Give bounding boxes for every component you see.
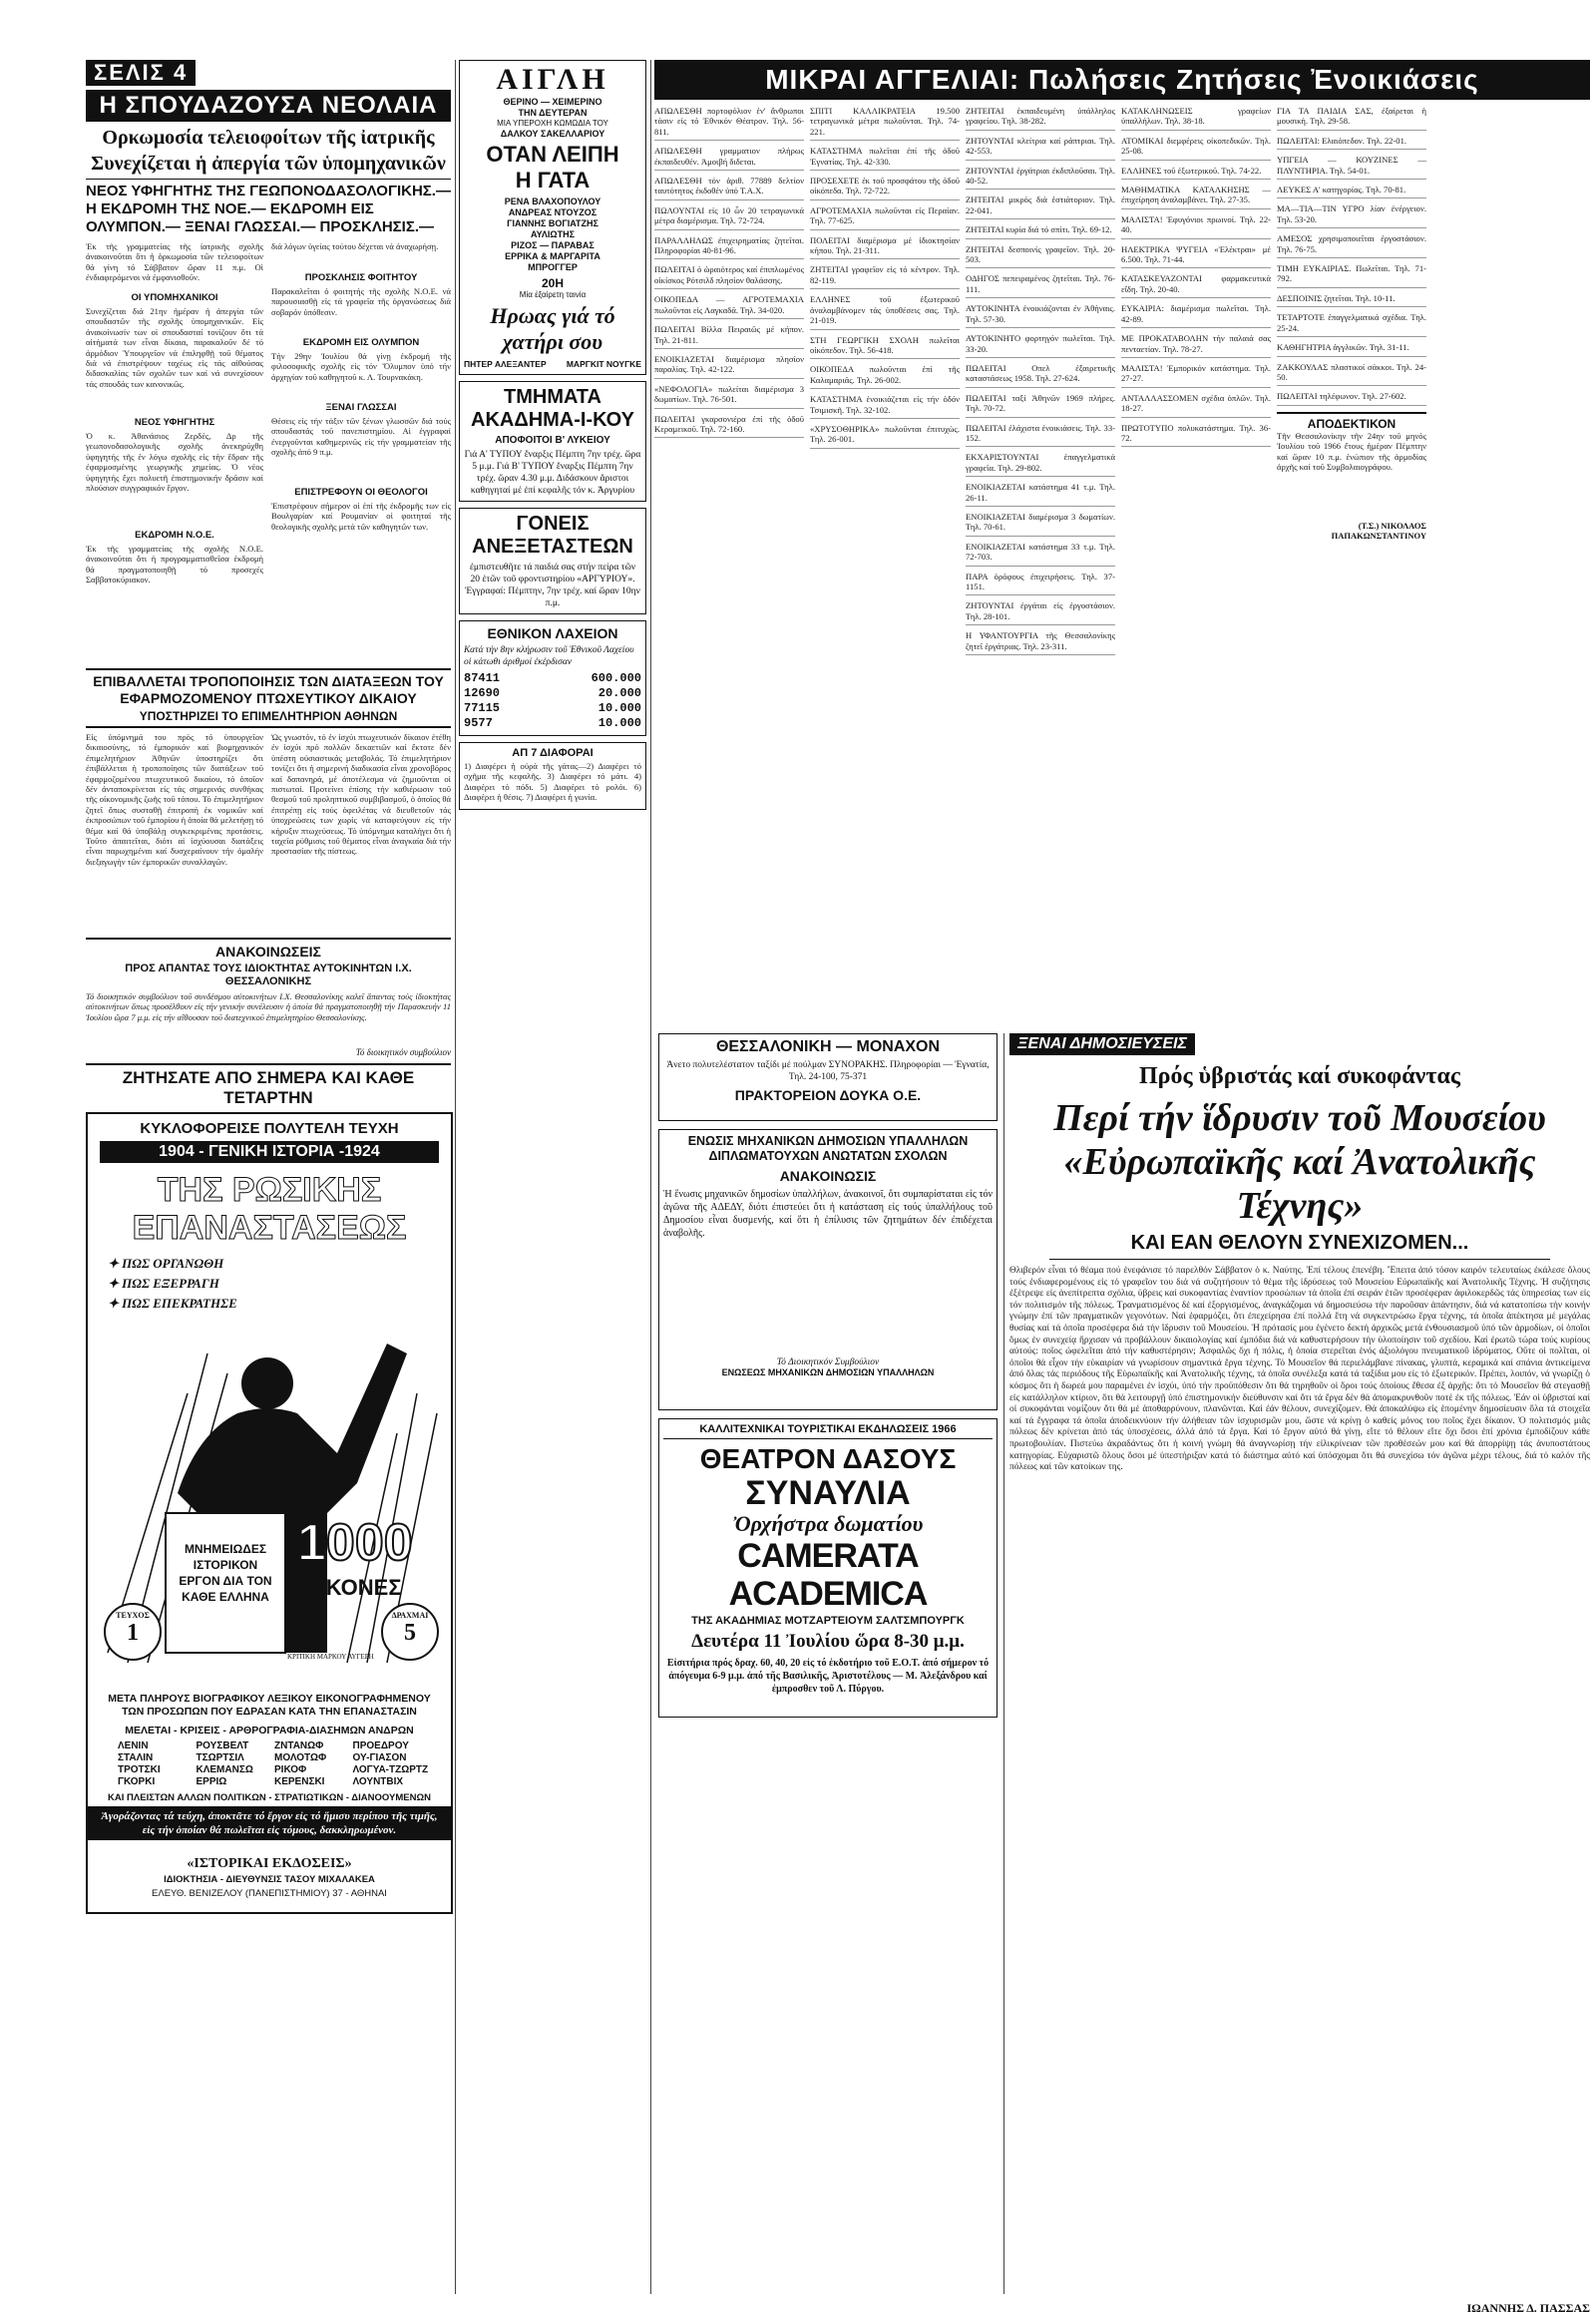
ad-buy-text: Ἀγοράζοντας τά τεύχη, ἀποκτᾶτε τό ἔργον εἰς τό ἥμισυ περίπου τῆς τιμῆς, εἰς τήν ὁποίαν θά πωλεῖται εἰς τόμους, δακκληρωμένον. <box>88 1806 451 1840</box>
classified-ad: ΑΠΩΛΕΣΘΗ γραμματιον πλήρως ἐκπαιδευθέν. Ἀμοιβή διδεται. <box>654 146 804 171</box>
classified-ad: ΖΗΤΕΙΤΑΙ μικρός διά ἑστιάτοριον. Τηλ. 22-041. <box>966 194 1115 219</box>
left-column <box>86 60 451 2294</box>
classified-ad: ΠΑΡΑΛΛΗΛΩΣ ἐπιχειρηματίας ζητεῖται. Πληροφορίαι 40-81-96. <box>654 235 804 260</box>
classified-ad: ΣΤΗ ΓΕΩΡΓΙΚΗ ΣΧΟΛΗ πωλεῖται οἰκόπεδον. Τηλ. 56-418. <box>810 335 960 360</box>
national-lottery-box <box>459 620 646 736</box>
classified-ad: ΑΥΤΟΚΙΝΗΤΟ φορτηγόν πωλεῖται. Τηλ. 33-20. <box>966 333 1115 358</box>
section-body-right <box>271 241 451 662</box>
bankruptcy-article-body <box>86 732 451 932</box>
aigli-title: ΑΙΓΛΗ <box>496 63 609 96</box>
subhead-theologians: ΕΠΙΣΤΡΕΦΟΥΝ ΟΙ ΘΕΟΛΟΓΟΙ <box>294 487 428 498</box>
ad-bullets <box>108 1254 237 1314</box>
ad-bullet: ✦ ΠΩΣ ΕΞΕΡΡΑΓΗ <box>108 1276 219 1291</box>
union-subtitle: ΑΝΑΚΟΙΝΩΣΙΣ <box>779 1168 877 1184</box>
classified-ad: ΟΙΚΟΠΕΔΑ πωλοῦνται ἐπί τῆς Καλαμαριᾶς. Τηλ. 26-002. <box>810 364 960 389</box>
apodektikon-signature: (Τ.Σ.) ΝΙΚΟΛΑΟΣ ΠΑΠΑΚΩΝΣΤΑΝΤΙΝΟΥ <box>1331 520 1426 541</box>
classified-ad: ΕΝΟΙΚΙΑΖΕΤΑΙ διαμέρισμα πλησίον παραλίας. Τηλ. 42-122. <box>654 354 804 379</box>
classified-ad: ΖΗΤΕΙΤΑΙ δεσποινίς γραφεῖον. Τηλ. 20-503. <box>966 244 1115 269</box>
russian-revolution-ad <box>86 1112 453 1914</box>
classified-ad: ΔΕΣΠΟΙΝΙΣ ζητεῖται. Τηλ. 10-11. <box>1277 293 1426 307</box>
classified-ad: Η ΥΦΑΝΤΟΥΡΓΙΑ τῆς Θεσσαλονίκης ζητεῖ ἐργάτριας. Τηλ. 23-311. <box>966 630 1115 655</box>
aigli-line: ΘΕΡΙΝΟ — ΧΕΙΜΕΡΙΝΟ <box>503 97 602 107</box>
classified-ad: ΟΔΗΓΟΣ πεπειραμένος ζητεῖται. Τηλ. 76-111. <box>966 273 1115 298</box>
aigli-note: Μία ἐξαίρετη ταινία <box>519 290 587 299</box>
section-paragraph: Παρακαλεῖται ὁ φοιτητής τῆς σχολῆς Ν.Ο.Ε. νά παρουσιασθῇ εἰς τά γραφεῖα τῆς ὀργανώσεως διά σοβαρόν ὑπόθεσιν. <box>271 286 451 317</box>
classifieds-column <box>1277 106 1426 406</box>
column-divider <box>455 60 456 2294</box>
union-body: Ἡ ἕνωσις μηχανικῶν δημοσίων ὑπαλλήλων, ἀνακοινοῖ, ὅτι συμπαρίσταται εἰς τόν ἀγῶνα τῆς ΑΔΕΔΥ, διότι ἐπιστεύει ὅτι ἡ κατάσταση εἰς τούς ὑπαλλήλους τοῦ Δημοσίου εἶναι δυσμενής, καί ὅτι ἡ ἐπίλυσις τῶν ζητημάτων δέν ἐπιδέχεται ἀναβολῆς. <box>663 1189 993 1239</box>
akadimaikou-body: Γιά Α' ΤΥΠΟΥ ἔναρξις Πέμπτη 7ην τρέχ. ὥρα 5 μ.μ. Γιά Β' ΤΥΠΟΥ ἔναρξις Πέμπτη 7ην τρέχ. ὥραν 4.30 μ.μ. Διδάσκουν ἄριστοι καθηγηταί μέ ἐπί κεφαλῆς τόν κ. Ἀργυρίου <box>464 450 641 496</box>
classified-ad: ΑΠΩΛΕΣΘΗ πορτοφόλιον ἐν' ἄνθρωποι τάσιν εἰς τό Ἐθνικόν Θέατρον. Τηλ. 56-811. <box>654 106 804 141</box>
ad-book-cover-text: ΜΝΗΜΕΙΩΔΕΣ ΙΣΤΟΡΙΚΟΝ ΕΡΓΟΝ ΔΙΑ ΤΟΝ ΚΑΘΕ ΕΛΛΗΝΑ <box>179 1542 272 1604</box>
page-header <box>86 60 451 86</box>
article-pre-title: Πρός ὑβριστάς καί συκοφάντας <box>1139 1063 1460 1089</box>
classified-ad: ΜΕ ΠΡΟΚΑΤΑΒΟΛΗΝ τήν παλαιά σας πενταετίαν. Τηλ. 78-27. <box>1121 333 1271 358</box>
aigli-time: 20Η <box>541 276 564 290</box>
classified-ad: ΠΟΛΕΙΤΑΙ διαμέρισμα μέ ἰδιοκτησίαν κήπου. Τηλ. 21-311. <box>810 235 960 260</box>
classified-ad: ΠΩΛΕΙΤΑΙ ἐλάχιστα ἐνοικιάσεις. Τηλ. 33-152. <box>966 423 1115 448</box>
goneis-ad <box>459 508 646 614</box>
ad-bullet: ✦ ΠΩΣ ΕΠΕΚΡΑΤΗΣΕ <box>108 1296 237 1311</box>
classified-ad: ΕΛΛΗΝΕΣ τοῦ ἐξωτερικοῦ. Τηλ. 74-22. <box>1121 166 1271 180</box>
ad-years-banner: 1904 - ΓΕΝΙΚΗ ΙΣΤΟΡΙΑ -1924 <box>100 1141 439 1163</box>
classified-ad: ΚΑΤΑΣΤΗΜΑ πωλεῖται ἐπί τῆς ὁδοῦ Ἐγνατίας. Τηλ. 42-330. <box>810 146 960 171</box>
section-paragraph: Ἐπιστρέφουν σήμερον οἱ ἐπί τῆς ἐκδρομῆς των εἰς Βουλγαρίαν καί Ρουμανίαν οἱ φοιτηταί τῆς θεολογικῆς σχολῆς μετά τῶν καθηγητῶν των. <box>271 501 451 532</box>
apodektikon-box <box>1277 412 1426 541</box>
classified-ad: ΥΠΓΕΙΑ — ΚΟΥΖΙΝΕΣ — ΠΛΥΝΤΗΡΙΑ. Τηλ. 54-01. <box>1277 155 1426 180</box>
ad-title-line1: ΤΗΣ ΡΩΣΙΚΗΣ <box>157 1171 382 1209</box>
classified-ad: ΕΝΟΙΚΙΑΖΕΤΑΙ διαμέρισμα 3 δωματίων. Τηλ. 70-61. <box>966 512 1115 537</box>
differences-title: ΑΠ 7 ΔΙΑΦΟΡΑΙ <box>512 747 594 759</box>
classifieds-column <box>654 106 804 1023</box>
classified-ad: ΑΤΟΜΙΚΑΙ διεμφέρεις οἰκοπεδικῶν. Τηλ. 25-08. <box>1121 136 1271 161</box>
differences-body: 1) Διαφέρει ἡ οὐρά τῆς γάτας—2) Διαφέρει τό σχῆμα τῆς κεφαλῆς. 3) Διαφέρει τό μάτι. 4) Διαφέρει τό πόδι. 5) Διαφέρει τό ρολόι. 6) Διαφέρει ἡ θέσις. 7) Διαφέρει ἡ γωνία. <box>464 761 641 803</box>
classified-ad: ΠΩΛΕΙΤΑΙ ὁ ὡραιότερος καί ἐπιπλωμένος οἰκίσκος Ρότσιλδ πλησίον θαλάσσης. <box>654 264 804 289</box>
union-signature: Τό Διοικητικόν Συμβούλιον <box>776 1357 880 1367</box>
aigli-show-line1: ΟΤΑΝ ΛΕΙΠΗ <box>486 142 619 167</box>
classified-ad: ΖΑΚΚΟΥΛΑΣ πλαστικοί σάκκοι. Τηλ. 24-50. <box>1277 362 1426 387</box>
thessaloniki-munich-ad <box>658 1033 998 1121</box>
ad-price-badge: ΔΡΑΧΜΑΙ 5 <box>381 1603 439 1661</box>
concert-tickets: Εἰσιτήρια πρός δραχ. 60, 40, 20 εἰς τό ἐκδοτήριο τοῦ Ε.Ο.Τ. ἀπό σήμερον τό ἀπόγευμα 6-9 μ.μ. ἀπό τῆς Βασιλικῆς, Ἀριστοτέλους — Μ. Ἀλεξάνδρου καί ἐμπροσθεν τοῦ Λ. Πύργου. <box>666 1658 990 1695</box>
classifieds-column-last <box>1277 106 1426 1023</box>
subhead-foreign-languages: ΞΕΝΑΙ ΓΛΩΣΣΑΙ <box>325 402 397 413</box>
subhead-student-call: ΠΡΟΣΚΛΗΣΙΣ ΦΟΙΤΗΤΟΥ <box>304 272 418 283</box>
classified-ad: ΠΡΟΣΕΧΕΤΕ ἐκ τοῦ προσφάτου τῆς ὁδοῦ οἰκόπεδα. Τηλ. 72-722. <box>810 176 960 200</box>
classified-ad: ΖΗΤΟΥΝΤΑΙ ἐργάτριαι ἐκδιπλοῦσαι. Τηλ. 40-52. <box>966 166 1115 191</box>
classified-ad: ΠΡΩΤΟΤΥΠΟ πολυκατάστημα. Τηλ. 36-72. <box>1121 423 1271 448</box>
ad-mid-text: ΜΕΤΑ ΠΛΗΡΟΥΣ ΒΙΟΓΡΑΦΙΚΟΥ ΛΕΞΙΚΟΥ ΕΙΚΟΝΟΓΡΑΦΗΜΕΝΟΥ ΤΩΝ ΠΡΟΣΩΠΩΝ ΠΟΥ ΕΔΡΑΣΑΝ ΚΑΤΑ ΤΗΝ ΕΠΑΝΑΣΤΑΣΙΝ <box>108 1693 431 1718</box>
classified-ad: ΖΗΤΕΙΤΑΙ γραφεῖον εἰς τό κέντρον. Τηλ. 82-119. <box>810 264 960 289</box>
classified-ad: ΕΚΧΑΡΙΣΤΟΥΝΤΑΙ ἐπαγγελματικά γραφεῖα. Τηλ. 29-802. <box>966 452 1115 477</box>
classified-ad: ΖΗΤΕΙΤΑΙ κυρία διά τό σπίτι. Τηλ. 69-12. <box>966 224 1115 238</box>
classified-ad: ΠΩΛΟΥΝΤΑΙ εἰς 10 ὧν 20 τετραγωνικά μέτρα διαμέρισμα. Τηλ. 72-724. <box>654 205 804 230</box>
classified-ad: ΠΩΛΕΙΤΑΙ: Ελαιόπεδον. Τηλ. 22-01. <box>1277 136 1426 150</box>
classifieds-column <box>1121 106 1271 1023</box>
section-paragraph: Τήν 29ην Ἰουλίου θά γίνῃ ἐκδρομή τῆς φιλοσοφικῆς σχολῆς εἰς τόν Ὄλυμπον ὑπό τήν ἀρχηγίαν τοῦ καθηγητοῦ κ. Λ. Τουρνακάκη. <box>271 351 451 382</box>
classified-ad: ΗΛΕΚΤΡΙΚΑ ΨΥΓΕΙΑ «Ἐλέκτραι» μέ 6.500. Τηλ. 71-44. <box>1121 244 1271 269</box>
headline-strike: Συνεχίζεται ἡ ἀπεργία τῶν ὑπομηχανικῶν <box>86 153 451 180</box>
classified-ad: ΠΩΛΕΙΤΑΙ τηλέφωνον. Τηλ. 27-602. <box>1277 391 1426 405</box>
ask-every-wednesday-banner: ΖΗΤΗΣΑΤΕ ΑΠΟ ΣΗΜΕΡΑ ΚΑΙ ΚΑΘΕ ΤΕΤΑΡΤΗΝ <box>86 1063 451 1108</box>
bankruptcy-subheadline: ΥΠΟΣΤΗΡΙΖΕΙ ΤΟ ΕΠΙΜΕΛΗΤΗΡΙΟΝ ΑΘΗΝΩΝ <box>139 709 398 723</box>
classified-ad: ΑΝΤΑΛΛΑΣΣΟΜΕΝ σχέδια ὁπλῶν. Τηλ. 18-27. <box>1121 393 1271 418</box>
foreign-publication-article <box>1009 1033 1590 2315</box>
concert-event: ΣΥΝΑΥΛΙΑ <box>745 1474 911 1512</box>
classified-ad: ΜΑΘΗΜΑΤΙΚΑ ΚΑΤΑΛΚΗΣΗΣ — ἐπιχείρηση ἀναλαμβάνει. Τηλ. 27-35. <box>1121 185 1271 209</box>
section-body <box>86 241 451 662</box>
ad-publisher: «ΙΣΤΟΡΙΚΑΙ ΕΚΔΟΣΕΙΣ» <box>187 1856 352 1871</box>
section-paragraph: διά λόγων ὑγείας τούτου δέχεται νά ἀναχωρήσῃ. <box>271 241 439 251</box>
announcements-car-owners <box>86 938 451 1057</box>
ad-names-tail: ΚΑΙ ΠΛΕΙΣΤΩΝ ΑΛΛΩΝ ΠΟΛΙΤΙΚΩΝ - ΣΤΡΑΤΙΩΤΙΚΩΝ - ΔΙΑΝΟΟΥΜΕΝΩΝ <box>108 1792 431 1803</box>
section-paragraph: Ὁ κ. Ἀθανάσιος Ζερδές, Δρ τῆς γεωπονοδασολογικῆς σχολῆς ἀνεκηρύχθη ὑφηγητής τῆς ἐν λόγω σχολῆς εἰς τήν ἕδραν τῆς ἐφαρμοσμένης γεωργικῆς χημείας. Ὁ νέος ὑφηγητής ἔχει πολυετῆ ἐπιστημονικήν δρᾶσιν καί πλούσιον συγγραφικόν ἔργον. <box>86 431 263 494</box>
classified-ad: ΕΛΛΗΝΕΣ τοῦ ἐξωτερικοῦ ἀναλαμβάνομεν τάς ὑποθέσεις σας. Τηλ. 21-019. <box>810 294 960 329</box>
section-body-left <box>86 241 263 662</box>
ad-caption: ΚΡΙΤΙΚΗ ΜΑΡΚΟΥ ΑΥΓΕΡΗ <box>287 1653 374 1661</box>
classified-ad: ΛΕΥΚΕΣ Α' κατηγορίας. Τηλ. 70-81. <box>1277 185 1426 198</box>
classified-ad: ΣΠΙΤΙ ΚΑΛΛΙΚΡΑΤΕΙΑ 19.500 τετραγωνικά μέτρα πωλοῦνται. Τηλ. 74-221. <box>810 106 960 141</box>
ad-big-number: 1000 <box>297 1514 413 1572</box>
section-paragraph: Συνεχίζεται διά 21ην ἡμέραν ἡ ἀπεργία τῶν σπουδαστῶν τῆς σχολῆς ὑπομηχανικῶν. Εἰς ἀνακοίνωσίν των οἱ σπουδασταί τονίζουν ὅτι τά αἰτήματά των εἶναι δίκαια, παρακαλοῦν δέ τό ἀρμόδιον Ὑπουργεῖον νά ἐπιληφθῇ τοῦ θέματος διά νά ἐπιστρέψουν ταχέως εἰς τάς αἰθούσας διδασκαλίας τῶν σχολῶν των καί νά συνεχίσουν τάς σπουδάς των κανονικῶς. <box>86 306 263 389</box>
classified-ad: ΖΗΤΟΥΝΤΑΙ κλείτρια καί ράπτριαι. Τηλ. 42-553. <box>966 136 1115 161</box>
concert-ad <box>658 1418 998 1718</box>
column-divider <box>650 60 651 2294</box>
section-paragraph: Ἐκ τῆς γραμματείας τῆς ἰατρικῆς σχολῆς ἀνακοινοῦται ὅτι ἡ ὁρκωμοσία τῶν τελειοφοίτων θά γίνη τό Σάββατον ὥραν 11 π.μ. Οἱ ἐνδιαφερόμενοι νά ἐμφανισθοῦν. <box>86 241 263 283</box>
classified-ad: ΠΩΛΕΙΤΑΙ ταξί Ἀθηνῶν 1969 πλήρες. Τηλ. 70-72. <box>966 393 1115 418</box>
column-divider <box>1003 1033 1004 2294</box>
aigli-show-line2: Η ΓΑΤΑ <box>515 168 591 193</box>
classified-ad: ΜΑΛΙΣΤΑ! Ἐφυγόνιοι πρωινοί. Τηλ. 22-40. <box>1121 214 1271 239</box>
union-signature-org: ΕΝΩΣΕΩΣ ΜΗΧΑΝΙΚΩΝ ΔΗΜΟΣΙΩΝ ΥΠΑΛΛΗΛΩΝ <box>721 1367 935 1377</box>
ad-issue-badge: ΤΕΥΧΟΣ 1 <box>104 1603 162 1661</box>
classified-ad: ΤΕΤΑΡΤΟΤΕ ἐπαγγελματικά σχέδια. Τηλ. 25-24. <box>1277 312 1426 337</box>
classified-ad: ΠΩΛΕΙΤΑΙ Οπελ ἐξαιρετικῆς καταστάσεως 1958. Τηλ. 27-624. <box>966 363 1115 388</box>
subhead-noe-trip: ΕΚΔΡΟΜΗ Ν.Ο.Ε. <box>135 530 214 541</box>
section-paragraph: Ἐκ τῆς γραμματείας τῆς σχολῆς Ν.Ο.Ε. ἀνακοινοῦται ὅτι ἡ προγραμματισθεῖσα ἐκδρομή θά πραγματοποιηθῇ τό προσεχές Σαββατοκύριακον. <box>86 544 263 585</box>
classified-ad: ΖΗΤΕΙΤΑΙ ἐκπαιδευμένη ὑπάλληλος γραφείου. Τηλ. 38-282. <box>966 106 1115 131</box>
classifieds-banner: ΜΙΚΡΑΙ ΑΓΓΕΛΙΑΙ: Πωλήσεις Ζητήσεις Ἐνοικιάσεις <box>654 60 1590 100</box>
classified-ad: ΓΙΑ ΤΑ ΠΑΙΔΙΑ ΣΑΣ, ἐξαίρεται ἡ μουσική. Τηλ. 29-58. <box>1277 106 1426 131</box>
classified-ad: ΚΑΤΑΚΛΗΝΩΣΕΙΣ γραφείων ὑπαλλήλων. Τηλ. 38-18. <box>1121 106 1271 131</box>
article-kicker: ΞΕΝΑΙ ΔΗΜΟΣΙΕΥΣΕΙΣ <box>1009 1033 1195 1055</box>
classified-ad: «ΝΕΦΟΛΟΓΙΑ» πωλείται διαμέρισμα 3 δωματίων. Τηλ. 76-501. <box>654 384 804 409</box>
ad-owner: ΙΔΙΟΚΤΗΣΙΑ - ΔΙΕΥΘΥΝΣΙΣ ΤΑΣΟΥ ΜΙΧΑΛΑΚΕΑ <box>164 1874 375 1885</box>
classified-ad: ΖΗΤΟΥΝΤΑΙ ἐργάται εἰς ἐργοστάσιον. Τηλ. 28-101. <box>966 600 1115 625</box>
lottery-row: 77115 10.000 <box>464 701 641 715</box>
munich-title: ΘΕΣΣΑΛΟΝΙΚΗ — ΜΟΝΑΧΟΝ <box>715 1038 941 1055</box>
classified-ad: ΠΩΛΕΙΤΑΙ γκαρσονιέρα ἐπί τῆς ὁδοῦ Κεραμεικοῦ. Τηλ. 72-160. <box>654 414 804 439</box>
lottery-row: 87411 600.000 <box>464 671 641 685</box>
concert-name: CAMERATA ACADEMICA <box>728 1537 928 1613</box>
classified-ad: ΑΜΕΣΟΣ χρησιμοποιεῖται ἐργοστάσιον. Τηλ. 76-75. <box>1277 233 1426 258</box>
subhead-olympus-trip: ΕΚΔΡΟΜΗ ΕΙΣ ΟΛΥΜΠΟΝ <box>302 337 420 348</box>
section-subheadline: ΝΕΟΣ ΥΦΗΓΗΤΗΣ ΤΗΣ ΓΕΩΠΟΝΟΔΑΣΟΛΟΓΙΚΗΣ.— Η ΕΚΔΡΟΜΗ ΤΗΣ ΝΟΕ.— ΕΚΔΡΟΜΗ ΕΙΣ ΟΛΥΜΠΟΝ.— ΞΕΝΑΙ ΓΛΩΣΣΑΙ.— ΠΡΟΣΚΛΗΣΙΣ.— <box>86 183 451 235</box>
classified-ad: ΕΝΟΙΚΙΑΖΕΤΑΙ κατάστημα 33 τ.μ. Τηλ. 72-703. <box>966 542 1115 567</box>
article-author: ΙΩΑΝΝΗΣ Δ. ΠΑΣΣΑΣ <box>1466 2301 1590 2315</box>
munich-body: Ἀνετο πολυτελέστατον ταξίδι μέ πούλμαν ΣΥΝΟΡΑΚΗΣ. Πληροφορίαι — Ἐγνατία, Τηλ. 24-100, 75-371 <box>666 1060 990 1082</box>
ad-names-grid: ΛΕΝΙΝ ΡΟΥΣΒΕΛΤ ΖΝΤΑΝΩΦ ΠΡΟΕΔΡΟΥ ΣΤΑΛΙΝ ΤΣΩΡΤΣΙΛ ΜΟΛΟΤΩΦ ΟΥ-ΓΙΑΣΟΝ ΤΡΟΤΣΚΙ ΚΛΕΜΑΝΣΩ ΡΙΚΟΦ ΛΟΓΥΑ-ΤΖΩΡΤΖ ΓΚΟΡΚΙ ΕΡΡΙΩ ΚΕΡΕΝΣΚΙ ΛΟΥΝΤΒΙΧ <box>118 1740 429 1787</box>
announcements-signature: Τό διοικητικόν συμβούλιον <box>355 1047 451 1057</box>
classified-ad: ΑΥΤΟΚΙΝΗΤΑ ἐνοικιάζονται ἐν Ἀθήναις. Τηλ. 57-30. <box>966 303 1115 328</box>
classifieds-column <box>966 106 1115 1023</box>
concert-date: Δευτέρα 11 Ἰουλίου ὥρα 8-30 μ.μ. <box>691 1631 965 1652</box>
classified-ad: ΚΑΤΑΣΤΗΜΑ ἐνοικιάζεται εἰς τήν ὁδόν Τσιμισκῆ. Τηλ. 32-102. <box>810 394 960 419</box>
aigli-cast: ΡΕΝΑ ΒΛΑΧΟΠΟΥΛΟΥ ΑΝΔΡΕΑΣ ΝΤΟΥΖΟΣ ΓΙΑΝΝΗΣ ΒΟΓΙΑΤΖΗΣ ΑΥΛΙΩΤΗΣ ΡΙΖΟΣ — ΠΑΡΑΒΑΣ ΕΡΡΙΚΑ & ΜΑΡΓΑΡΙΤΑ ΜΠΡΟΓΓΕΡ <box>504 196 601 272</box>
ad-bullet: ✦ ΠΩΣ ΟΡΓΑΝΩΘΗ <box>108 1256 224 1271</box>
aigli-film-cast: ΠΗΤΕΡ ΑΛΕΞΑΝΤΕΡ ΜΑΡΓΚΙΤ ΝΟΥΓΚΕ <box>464 359 641 369</box>
section-title: Η ΣΠΟΥΔΑΖΟΥΣΑ ΝΕΟΛΑΙΑ <box>86 90 451 122</box>
article-title-line1: Περί τήν ἵδρυσιν τοῦ Μουσείου <box>1053 1097 1546 1139</box>
article-title-line2: «Εὐρωπαϊκῆς καί Ἀνατολικῆς Τέχνης» <box>1063 1141 1536 1227</box>
classified-ad: ΚΑΤΑΣΚΕΥΑΖΟΝΤΑΙ φαρμακευτικά εἴδη. Τηλ. 20-40. <box>1121 273 1271 298</box>
aigli-line: ΤΗΝ ΔΕΥΤΕΡΑΝ <box>518 108 588 118</box>
aigli-film-title: Ηρωας γιά τό χατήρι σου <box>490 303 615 354</box>
seven-differences-box <box>459 742 646 810</box>
ad-big-number-caption: ΕΙΚΟΝΕΣ <box>305 1575 402 1600</box>
subhead-engineers: ΟΙ ΥΠΟΜΗΧΑΝΙΚΟΙ <box>131 292 218 303</box>
section-paragraph: Θέσεις εἰς τήν τάξιν τῶν ξένων γλωσσῶν διά τούς σπουδαστάς τοῦ πανεπιστημίου. Αἱ ἐγγραφαί ἐνεργοῦνται καθημερινῶς εἰς τήν γραμματείαν τῆς σχολῆς ἀπό 9 π.μ. <box>271 416 451 458</box>
classified-ad: ΕΝΟΙΚΙΑΖΕΤΑΙ κατάστημα 41 τ.μ. Τηλ. 26-11. <box>966 482 1115 507</box>
classified-ad: ΚΑΘΗΓΗΤΡΙΑ ἀγγλικῶν. Τηλ. 31-11. <box>1277 342 1426 356</box>
announcements-title: ΑΝΑΚΟΙΝΩΣΕΙΣ <box>215 944 321 960</box>
classified-ad: ΠΩΛΕΙΤΑΙ Βίλλα Πειραιῶς μέ κήπον. Τηλ. 21-811. <box>654 324 804 349</box>
lottery-intro: Κατά τήν 8ην κλήρωσιν τοῦ Ἐθνικοῦ Λαχείου οἱ κάτωθι ἀριθμοί ἐκέρδισαν <box>464 645 634 667</box>
concert-top: ΚΑΛΛΙΤΕΧΝΙΚΑΙ ΤΟΥΡΙΣΤΙΚΑΙ ΕΚΔΗΛΩΣΕΙΣ 1966 <box>663 1423 993 1439</box>
classified-ad: ΜΑ—ΤΙΑ—ΤΙΝ ΥΓΡΟ λίαν ἐνέργειον. Τηλ. 53-20. <box>1277 203 1426 228</box>
lottery-title: ΕΘΝΙΚΟΝ ΛΑΧΕΙΟΝ <box>487 625 618 641</box>
article-paragraph: Ὡς γνωστόν, τό ἐν ἰσχύι πτωχευτικόν δίκαιον ἐτέθη ἐν ἰσχύι πρό πολλῶν δεκαετιῶν καί ἔκτοτε δέν ὑπέστη οὐσιαστικάς μεταβολάς. Τό ἐπιμελητήριον τονίζει ὅτι ἡ σημερινή διαδικασία εἶναι χρονοβόρος καί δαπανηρά, μέ ἀποτέλεσμα νά ζημιοῦνται οἱ πιστωταί. Προτείνει ἐπίσης τήν καθιέρωσιν τοῦ θεσμοῦ τοῦ προληπτικοῦ συμβιβασμοῦ, ὁ ὁποῖος θά ἐπιτρέπῃ εἰς τούς ὀφειλέτας νά διευθετοῦν τάς ὑποχρεώσεις των χωρίς νά καταφεύγουν εἰς τήν κήρυξιν πτωχεύσεως. Τό ὑπόμνημα καταλήγει ὅτι ἡ ταχεῖα ρύθμισις τοῦ θέματος εἶναι ἀναγκαία διά τήν προστασίαν τῆς πίστεως. <box>271 732 451 857</box>
goneis-body: ἐμπιστευθῆτε τά παιδιά σας στήν πείρα τῶν 20 ἐτῶν τοῦ φροντιστηρίου «ΑΡΓΥΡΙΟΥ». Ἐγγραφαί: Πέμπτην, 7ην τρέχ. καί ὥραν 10ην π.μ. <box>465 563 640 608</box>
article-body: Θλιβερόν εἶναι τό θέαμα πού ἐνεφάνισε τό παρελθόν Σάββατον ὁ κ. Ναύτης. Ἐπί τέλους ἐπενέβη. Ἔπειτα ἀπό τόσον καιρόν τελευταίως ἐκάλεσε ὅλους τούς ἐνδιαφερομένους εἰς τό γραφεῖον του διά νά συζητήσουν τό θέμα τῆς ἱδρύσεως τοῦ Μουσείου Εὐρωπαϊκῆς καί Ἀνατολικῆς Τέχνης. Ἡ συζήτησις ἐξέτρεψε εἰς ἀνεπίτρεπτα σχόλια, ὑβρεις καί συκοφαντίας ἐναντίον προσώπων τά ὁποῖα ἐπί σειράν ἐτῶν προσέφεραν ἀφιλοκερδῶς τάς ὑπηρεσίας των εἰς τόν πολιτισμόν τῆς πόλεως. Τρανματισμένος δέ καί ἐξοργισμένος, ἀναγκάζομαι νά δημοσιεύσω τήν παροῦσαν ἀπάντησιν, διά νά κατατοπίσω τήν κοινήν γνώμην ἐπί τῶν πραγματικῶν γεγονότων. Ναί ἐφαρμόζει, ὅτι ἐπεχείρησα ἐπί πολλά ἔτη νά συγκεντρώσω ἔργα τέχνης, τά ὁποῖα ἀπέκτησα μέ μεγάλας θυσίας καί τά ὁποῖα προσέφερα διά τήν ἵδρυσιν τοῦ Μουσείου. Ἡ πρότασίς μου ἐγένετο δεκτή ἀρχικῶς μετά ἐνθουσιασμοῦ ὑπό τῶν ἀρμοδίων, οἱ ὁποῖοι ὅμως ἐν συνεχείᾳ ἤρχισαν νά προβάλλουν δικαιολογίας καί ἐμπόδια διά νά καθυστερήσουν τήν ὑλοποίησιν τοῦ σχεδίου. Καί ἐρωτῶ τώρα τούς κυρίους αὐτούς: ποῖος ὠφελεῖται ἀπό τήν καθυστέρησιν; Ἀσφαλῶς ὄχι ἡ πόλις, ἡ ὁποία στερεῖται ἑνός ἀξιολόγου πνευματικοῦ ἱδρύματος. Οὔτε οἱ πολῖται, οἱ ὁποῖοι θά εἶχον τήν εὐκαιρίαν νά γνωρίσουν σημαντικά ἔργα τέχνης. Τό Μουσεῖον θά περιελάμβανε πίνακας, γλυπτά, κεραμικά καί σπάνια ἀντικείμενα ἀπό ὅλας τάς περιόδους τῆς Εὐρωπαϊκῆς καί Ἀνατολικῆς τέχνης, τά ὁποῖα συνέλεξα κατά τά ταξίδια μου εἰς τό ἐξωτερικόν. Πρέπει, λοιπόν, νά γνωρίζῃ ὁ κόσμος ὅτι ἡ δωρεά μου παραμένει ἐν ἰσχύι, ὑπό τήν προϋπόθεσιν ὅτι θά τηρηθοῦν οἱ ὅροι τούς ὁποίους ἔθεσα ἐξ ἀρχῆς: ὅτι τό Μουσεῖον θά στεγασθῇ εἰς κατάλληλον κτίριον, ὅτι θά λειτουργῇ ὑπό ἐπιστημονικήν διεύθυνσιν καί ὅτι τά ἔργα δέν θά ἀπομακρυνθοῦν ποτέ ἐκ τῆς πόλεως. Ἐάν οἱ ὑβρισταί καί οἱ συκοφάνται νομίζουν ὅτι θά μέ ἀποθαρρύνουν, πλανῶνται. Καί ἐάν θέλουν, συνεχίζομεν. Θά ἀποκαλύψω εἰς ἑπομένην δημοσίευσιν ὅλα τά στοιχεῖα καί τά ἔγγραφα τά ὁποῖα ἀποδεικνύουν τήν ἀλήθειαν τῶν ἰσχυρισμῶν μου, ὥστε νά κρίνῃ ὁ καθείς μόνος του ποῖος ἔχει δίκαιον. Ὁ πολιτισμός μιᾶς πόλεως δέν κρίνεται ἀπό τάς ὑποσχέσεις, ἀλλά ἀπό τά ἔργα. Καί τό ἔργον αὐτό θά γίνῃ, εἴτε τό θέλουν εἴτε ὄχι ὅσοι ἐπί χρόνια ἐμποδίζουν κάθε πρωτοβουλίαν. Πιστεύω ἀκραδάντως ὅτι ἡ κοινή γνώμη θά ἀναγνωρίσῃ τήν εἰλικρίνειαν τῶν προθέσεών μου καί θά ἀπορρίψῃ τάς ἀνυποστάτους κατηγορίας. Εὐχαριστῶ ὅλους ὅσοι μέ ὑπεστήριξαν κατά τό διάστημα αὐτό καί ὑπόσχομαι ὅτι θά συνεχίσω τόν ἀγῶνα μέχρι τέλους, διά τό καλόν τῆς πόλεως καί τῶν κατοίκων της. <box>1009 1266 1590 1473</box>
classified-ad: ΤΙΜΗ ΕΥΚΑΙΡΙΑΣ. Πωλεῖται. Τηλ. 71-792. <box>1277 263 1426 288</box>
classifieds-column <box>810 106 960 1023</box>
article-subtitle: ΚΑΙ ΕΑΝ ΘΕΛΟΥΝ ΣΥΝΕΧΙΖΟΜΕΝ... <box>1049 1232 1550 1260</box>
akadimaikou-ad <box>459 381 646 502</box>
concert-theatre: ΘΕΑΤΡΟΝ ΔΑΣΟΥΣ <box>699 1443 957 1474</box>
union-title: ΕΝΩΣΙΣ ΜΗΧΑΝΙΚΩΝ ΔΗΜΟΣΙΩΝ ΥΠΑΛΛΗΛΩΝ ΔΙΠΛΩΜΑΤΟΥΧΩΝ ΑΝΩΤΑΤΩΝ ΣΧΟΛΩΝ <box>687 1134 969 1163</box>
second-column <box>459 60 646 2294</box>
apodektikon-title: ΑΠΟΔΕΚΤΙΚΟΝ <box>1307 416 1396 431</box>
aigli-cinema-ad <box>459 60 646 375</box>
classified-ad: «ΧΡΥΣΟΘΗΡΙΚΑ» πωλοῦνται ἐπιτυχώς. Τηλ. 26-001. <box>810 424 960 449</box>
engineers-union-announcement <box>658 1129 998 1410</box>
subhead-new-lecturer: ΝΕΟΣ ΥΦΗΓΗΤΗΣ <box>134 417 215 428</box>
announcements-body: Τό διοικητικόν συμβούλιον τοῦ συνδέσμου αὐτοκινήτων Ι.Χ. Θεσσαλονίκης καλεῖ ἅπαντας τούς ἰδιοκτήτας αὐτοκινήτων ὅπως προσέλθουν εἰς τήν γενικήν συνέλευσιν ἡ ὁποία θά πραγματοποιηθῇ τήν Παρασκευήν 11 Ἰουλίου ὥρα 7 μ.μ. εἰς τήν αἴθουσαν τοῦ διατεχνικοῦ ἐπιμελητηρίου Θεσσαλονίκης. <box>86 991 451 1022</box>
headline-oath: Ορκωμοσία τελειοφοίτων τῆς ἰατρικῆς <box>102 127 435 149</box>
aigli-line: ΜΙΑ ΥΠΕΡΟΧΗ ΚΩΜΩΔΙΑ ΤΟΥ <box>497 119 608 128</box>
ad-studies-line: ΜΕΛΕΤΑΙ - ΚΡΙΣΕΙΣ - ΑΡΘΡΟΓΡΑΦΙΑ-ΔΙΑΣΗΜΩΝ ΑΝΔΡΩΝ <box>125 1725 414 1737</box>
classified-ad: ΑΓΡΟΤΕΜΑΧΙΑ πωλοῦνται εἰς Περαίαν. Τηλ. 77-625. <box>810 205 960 230</box>
announcements-subtitle: ΠΡΟΣ ΑΠΑΝΤΑΣ ΤΟΥΣ ΙΔΙΟΚΤΗΤΑΣ ΑΥΤΟΚΙΝΗΤΩΝ Ι.Χ. ΘΕΣΣΑΛΟΝΙΚΗΣ <box>125 963 412 987</box>
aigli-line: ΔΑΛΚΟΥ ΣΑΚΕΛΛΑΡΙΟΥ <box>500 129 605 139</box>
classified-ad: ΠΑΡΑ ὀρόφους ἐπιχειρήσεις. Τηλ. 37-1151. <box>966 572 1115 596</box>
akadimaikou-title: ΤΜΗΜΑΤΑ ΑΚΑΔΗΜΑ-Ι-ΚΟΥ <box>471 386 634 431</box>
ad-title-line2: ΕΠΑΝΑΣΤΑΣΕΩΣ <box>132 1209 407 1247</box>
concert-academy: ΤΗΣ ΑΚΑΔΗΜΙΑΣ ΜΟΤΖΑΡΤΕΙΟΥΜ ΣΑΛΤΣΜΠΟΥΡΓΚ <box>691 1615 965 1627</box>
page-number-badge: ΣΕΛΙΣ 4 <box>86 60 196 86</box>
classified-ad: ΜΑΛΙΣΤΑ! Ἐμπορικόν κατάστημα. Τηλ. 27-27. <box>1121 363 1271 388</box>
classified-ad: ΑΠΩΛΕΣΘΗ τόν ἀριθ. 77889 δελτίον ταυτότητος ἐκδοθέν ὑπό Τ.Α.Χ. <box>654 176 804 200</box>
article-paragraph: Εἰς ὑπόμνημά του πρός τό ὑπουργεῖον δικαιοσύνης, τό ἐμπορικόν καί βιομηχανικόν ἐπιμελητήριον Ἀθηνῶν ὑποστηρίζει ὅτι ἐπιβάλλεται ἡ τροποποίησις τῶν διατάξεων τοῦ ἐφαρμοζομένου πτωχευτικοῦ δικαίου, τό ὁποῖον δέν ἀνταποκρίνεται εἰς τάς σημερινάς συνθήκας τῆς οἰκονομικῆς ζωῆς τοῦ τόπου. Τό ἐπιμελητήριον ζητεῖ ὅπως συσταθῇ ἐπιτροπή ἐκ νομικῶν καί ἐκπροσώπων τοῦ ἐμπορίου ἡ ὁποία θά μελετήσῃ τό θέμα καί θά ὑποβάλῃ συγκεκριμένας προτάσεις. Τοῦτο ἀπαιτεῖται, διότι αἱ ἰσχύουσαι διατάξεις εἶναι παρωχημέναι καί δυσχεραίνουν τήν ὁμαλήν διεξαγωγήν τῶν ἐμπορικῶν συναλλαγῶν. <box>86 732 263 867</box>
lottery-results <box>464 671 641 731</box>
munich-agent: ΠΡΑΚΤΟΡΕΙΟΝ ΔΟΥΚΑ Ο.Ε. <box>734 1087 922 1103</box>
lottery-row: 12690 20.000 <box>464 686 641 700</box>
classified-ad: ΟΙΚΟΠΕΔΑ — ΑΓΡΟΤΕΜΑΧΙΑ πωλοῦνται εἰς Λαγκαδᾶ. Τηλ. 34-020. <box>654 294 804 319</box>
apodektikon-body: Τῆν Θεσσαλονίκην τῆν 24ην τοῦ μηνός Ἰουλίου τοῦ 1966 ἔτους ἡμέραν Πέμπτην καί ὥραν 10 π.μ. ἐνώπιον τῆς ἁρμοδίας ἀρχῆς καί τοῦ Συμβολαιογράφου. <box>1277 430 1426 472</box>
bankruptcy-headline: ΕΠΙΒΑΛΛΕΤΑΙ ΤΡΟΠΟΠΟΙΗΣΙΣ ΤΩΝ ΔΙΑΤΑΞΕΩΝ ΤΟΥ ΕΦΑΡΜΟΖΟΜΕΝΟΥ ΠΤΩΧΕΥΤΙΚΟΥ ΔΙΚΑΙΟΥ <box>93 673 444 706</box>
ad-address: ΕΛΕΥΘ. ΒΕΝΙΖΕΛΟΥ (ΠΑΝΕΠΙΣΤΗΜΙΟΥ) 37 - ΑΘΗΝΑΙ <box>152 1888 387 1899</box>
lottery-row: 9577 10.000 <box>464 716 641 730</box>
classified-ad: ΕΥΚΑΙΡΙΑ: διαμέρισμα πωλεῖται. Τηλ. 42-89. <box>1121 303 1271 328</box>
ad-top-line: ΚΥΚΛΟΦΟΡΕΙΣΕ ΠΟΛΥΤΕΛΗ ΤΕΥΧΗ <box>140 1120 399 1137</box>
bankruptcy-article-header <box>86 668 451 728</box>
classifieds-grid <box>654 106 1590 1023</box>
goneis-title: ΓΟΝΕΙΣ ΑΝΕΞΕΤΑΣΤΕΩΝ <box>472 513 633 558</box>
concert-orchestra: Ὀρχήστρα δωματίου <box>732 1511 924 1536</box>
akadimaikou-subtitle: ΑΠΟΦΟΙΤΟΙ Β' ΛΥΚΕΙΟΥ <box>495 435 610 446</box>
